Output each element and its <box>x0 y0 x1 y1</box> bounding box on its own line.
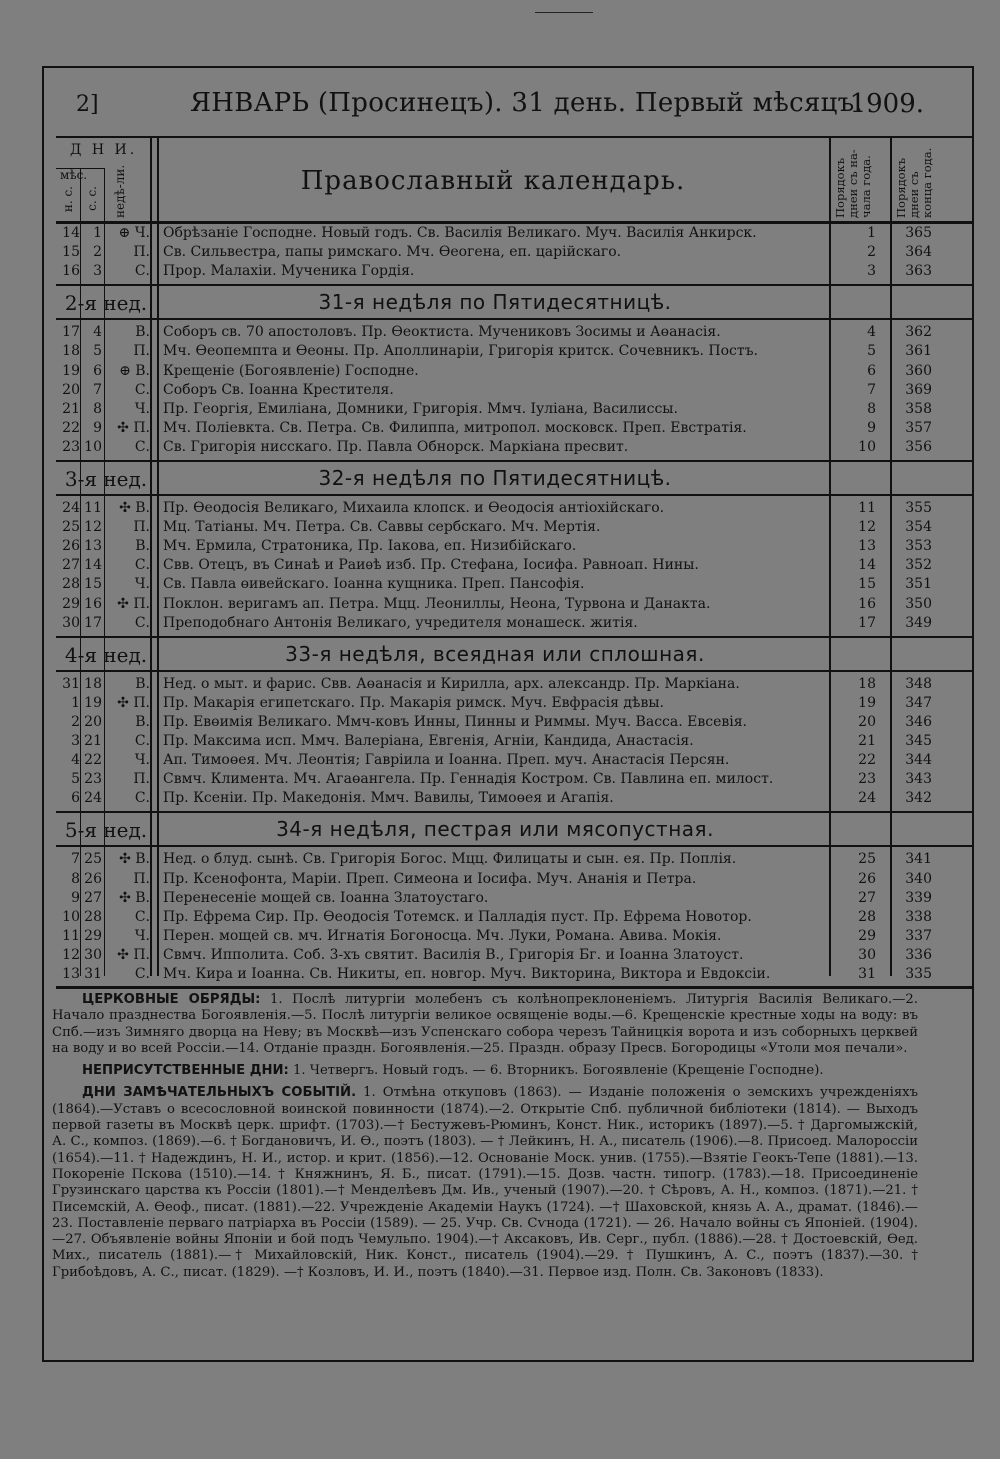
weekday-cell: П. <box>133 244 150 261</box>
date-new-style: 8 <box>71 870 80 887</box>
days-remaining: 342 <box>905 790 932 807</box>
date-old-style: 19 <box>84 694 102 711</box>
date-old-style: 28 <box>84 908 102 925</box>
weekday-cell: С. <box>134 263 150 280</box>
week-label: 3-я нед. <box>64 467 148 491</box>
date-old-style: 16 <box>84 595 102 612</box>
page-title: ЯНВАРЬ (Просинецъ). 31 день. Первый мѣсяцъ. <box>190 88 864 118</box>
days-remaining: 338 <box>905 908 932 925</box>
days-remaining: 351 <box>905 576 932 593</box>
day-of-year: 23 <box>858 771 876 788</box>
date-old-style: 9 <box>93 419 102 436</box>
day-of-year: 30 <box>858 946 876 963</box>
date-new-style: 19 <box>62 362 80 379</box>
week-label: 2-я нед. <box>64 291 148 316</box>
date-new-style: 11 <box>62 927 80 944</box>
date-old-style: 14 <box>84 557 102 574</box>
day-of-year: 4 <box>867 324 876 341</box>
days-remaining: 345 <box>905 733 932 749</box>
table-row <box>56 575 974 594</box>
table-row <box>56 713 974 732</box>
days-remaining: 352 <box>905 557 932 574</box>
weekday-cell: В. <box>135 538 150 555</box>
weekday-header: недѣ-ли. <box>113 164 127 218</box>
table-row <box>56 342 974 361</box>
date-old-style: 1 <box>93 225 102 241</box>
weekday-cell: П. <box>133 343 150 360</box>
weekday-cell: ✣ П. <box>117 946 150 963</box>
saints-text: Пр. Евөимія Великаго. Ммч-ковъ Инны, Пинны и Риммы. Муч. Васса. Евсевія. <box>163 713 747 730</box>
page-number: 2] <box>76 92 99 117</box>
weekday-cell: Ч. <box>134 927 150 944</box>
date-new-style: 18 <box>62 343 80 360</box>
table-row <box>56 262 974 281</box>
date-old-style: 3 <box>93 263 102 280</box>
date-new-style: 6 <box>71 790 80 807</box>
days-remaining: 363 <box>905 263 932 280</box>
days-remaining: 346 <box>905 713 932 730</box>
week-heading <box>56 812 974 846</box>
date-new-style: 30 <box>62 614 80 631</box>
events-text: 1. Отмѣна откуповъ (1863). — Изданіе положенія о земскихъ учрежденіяхъ (1864).—Уставъ о всесословной воинской повинности (1874).—2. Открытіе Спб. публичной библіотеки (1814). — Выходъ первой газеты въ Москвѣ церк. шрифт. (1703).—† Бестужевъ-Рюминъ, Конст. Ник., историкъ (1897).—5. † Даргомыжскій, А. С., композ. (1869).—6. † Богдановичъ, И. Ѳ., поэтъ (1803). — † Лейкинъ, Н. А., писатель (1906).—8. Присоед. Малороссіи (1654).—11. † Надеждинъ, Н. И., истор. и крит. (1856).—12. Основаніе Моск. унив. (1755).—Взятіе Геокъ-Тепе (1881).—13. Покореніе Пскова (1510).—14. † Княжнинъ, Я. Б., писат. (1791).—15. Дозв. частн. типогр. (1783).—18. Присоединеніе Грузинскаго царства къ Россіи (1801).—† Менделѣевъ Дм. Ив., ученый (1907).—20. † Сѣровъ, А. Н., композ. (1871).—21. † Писемскій, А. Ѳеоф., писат. (1881).—22. Учрежденіе Академіи Наукъ (1724). —† Шаховской, князь А. А., драмат. (1846).—23. Поставленіе перваго патріарха въ Россіи (1589). — 25. Учр. Св. Сѵнода (1721). — 26. Начало войны съ Японіей. (1904).—27. Объявленіе войны Японіи и бой подъ Чемульпо. 1904).—† Аксаковъ, Ив. Серг., публ. (1886).—28. † Достоевскій, Ѳед. Мих., писатель (1881).—† Михайловскій, Ник. Конст., писатель (1904).—29. † Пушкинъ, А. С., поэтъ (1837).—30. † Грибоѣдовъ, А. С., писат. (1829). —† Козловъ, И. И., поэтъ (1840).—31. Первое изд. Полн. Св. Законовъ (1833). <box>52 1085 918 1280</box>
church-rites-title: ЦЕРКОВНЫЕ ОБРЯДЫ: <box>82 992 261 1007</box>
weekday-cell: С. <box>134 966 150 982</box>
date-old-style: 18 <box>84 675 102 692</box>
days-remaining: 361 <box>905 343 932 360</box>
week-separator <box>56 670 974 672</box>
weekday-cell: С. <box>134 381 150 398</box>
saints-text: Соборъ Св. Іоанна Крестителя. <box>163 381 394 398</box>
day-of-year: 27 <box>858 889 876 906</box>
saints-text: Мч. Өеопемпта и Өеоны. Пр. Аполлинаріи, Григорія критск. Сочевникъ. Постъ. <box>163 343 758 360</box>
table-row <box>56 751 974 770</box>
date-old-style: 22 <box>84 752 102 769</box>
date-old-style: 25 <box>84 851 102 868</box>
day-of-year: 2 <box>867 244 876 261</box>
date-old-style: 20 <box>84 713 102 730</box>
old-style-header: н. с. <box>61 186 75 213</box>
saints-text: Прор. Малахіи. Мученика Гордія. <box>163 263 415 280</box>
weekday-cell: П. <box>133 870 150 887</box>
saints-text: Мч. Поліевкта. Св. Петра. Св. Филиппа, митропол. московск. Преп. Евстратія. <box>163 419 747 436</box>
date-new-style: 13 <box>62 966 80 982</box>
date-new-style: 17 <box>62 324 80 341</box>
saints-text: Свв. Отецъ, въ Синаѣ и Раиѳѣ изб. Пр. Стефана, Іосифа. Равноап. Нины. <box>163 557 699 574</box>
days-remaining: 335 <box>905 966 932 982</box>
saints-text: Св. Сильвестра, папы римскаго. Мч. Өеогена, еп. царійскаго. <box>163 244 622 261</box>
days-remaining: 350 <box>905 595 932 612</box>
date-new-style: 2 <box>71 713 80 730</box>
table-row <box>56 770 974 789</box>
saints-text: Нед. о мыт. и фарис. Свв. Аөанасія и Кирилла, арх. александр. Пр. Маркіана. <box>163 675 740 692</box>
date-old-style: 29 <box>84 927 102 944</box>
date-new-style: 25 <box>62 519 80 536</box>
days-remaining: 364 <box>905 244 932 261</box>
day-of-year: 26 <box>858 870 876 887</box>
weekday-cell: В. <box>135 675 150 692</box>
table-row <box>56 927 974 946</box>
table-row <box>56 518 974 537</box>
date-new-style: 27 <box>62 557 80 574</box>
day-of-year: 8 <box>867 400 876 417</box>
weekday-cell: ⊕ Ч. <box>118 225 150 241</box>
date-new-style: 26 <box>62 538 80 555</box>
events-paragraph <box>52 1085 918 1281</box>
saints-text: Мч. Кира и Іоанна. Св. Никиты, еп. новгор. Муч. Викторина, Виктора и Евдоксіи. <box>163 966 771 982</box>
table-row <box>56 438 974 457</box>
table-row <box>56 362 974 381</box>
table-top-rule <box>56 136 974 138</box>
date-new-style: 3 <box>71 733 80 749</box>
table-bottom-rule <box>56 986 974 989</box>
date-new-style: 9 <box>71 889 80 906</box>
weekday-cell: С. <box>134 438 150 455</box>
table-row <box>56 556 974 575</box>
date-new-style: 12 <box>62 946 80 963</box>
table-row <box>56 675 974 694</box>
weekday-cell: ⊕ В. <box>119 362 150 379</box>
days-remaining: 341 <box>905 851 932 868</box>
day-of-year: 14 <box>858 557 876 574</box>
weekday-cell: ✣ П. <box>117 419 150 436</box>
weekday-cell: ✣ В. <box>119 851 150 868</box>
date-old-style: 6 <box>93 362 102 379</box>
saints-text: Пр. Ксенофонта, Маріи. Преп. Симеона и Іосифа. Муч. Ананія и Петра. <box>163 870 697 887</box>
date-old-style: 13 <box>84 538 102 555</box>
date-old-style: 4 <box>93 324 102 341</box>
weekday-cell: Ч. <box>134 576 150 593</box>
order-to-end-header: Порядокъ днеи съ конца года. <box>894 147 934 218</box>
week-heading <box>56 637 974 671</box>
table-row <box>56 323 974 342</box>
saints-text: Перенесеніе мощей св. Іоанна Златоустаго. <box>163 889 489 906</box>
date-new-style: 28 <box>62 576 80 593</box>
weekday-cell: С. <box>134 557 150 574</box>
saints-text: Ап. Тимоөея. Мч. Леонтія; Гаврiила и Іоанна. Преп. муч. Анастасія Персян. <box>163 752 730 769</box>
date-new-style: 15 <box>62 244 80 261</box>
date-old-style: 17 <box>84 614 102 631</box>
saints-text: Пр. Ксеніи. Пр. Македонія. Ммч. Вавилы, Тимоөея и Агапія. <box>163 790 614 807</box>
days-remaining: 365 <box>905 225 932 241</box>
table-row <box>56 732 974 751</box>
week-heading <box>56 285 974 319</box>
saints-text: Мч. Ермила, Стратоника, Пр. Іакова, еп. Низибійскаго. <box>163 538 577 555</box>
weekday-cell: ✣ В. <box>119 889 150 906</box>
day-of-year: 29 <box>858 927 876 944</box>
week-separator <box>56 494 974 496</box>
date-old-style: 12 <box>84 519 102 536</box>
date-old-style: 15 <box>84 576 102 593</box>
days-remaining: 339 <box>905 889 932 906</box>
order-from-start-header: Порядокъ днеи съ на-чала года. <box>833 149 873 218</box>
date-old-style: 5 <box>93 343 102 360</box>
day-of-year: 20 <box>858 713 876 730</box>
year: 1909. <box>849 89 924 119</box>
notes-section <box>52 992 918 1287</box>
day-of-year: 13 <box>858 538 876 555</box>
days-remaining: 349 <box>905 614 932 631</box>
day-of-year: 15 <box>858 576 876 593</box>
days-remaining: 354 <box>905 519 932 536</box>
holidays-text: 1. Четвергъ. Новый годъ. — 6. Вторникъ. Богоявленіе (Крещеніе Господне). <box>293 1063 824 1079</box>
days-group-header: Д Н И. <box>70 142 138 158</box>
day-of-year: 18 <box>858 675 876 692</box>
days-remaining: 356 <box>905 438 932 455</box>
table-row <box>56 850 974 869</box>
holidays-paragraph <box>52 1063 918 1079</box>
table-row <box>56 499 974 518</box>
day-of-year: 3 <box>867 263 876 280</box>
page-header <box>42 86 974 126</box>
days-remaining: 357 <box>905 419 932 436</box>
date-new-style: 22 <box>62 419 80 436</box>
weekday-cell: ✣ П. <box>117 694 150 711</box>
saints-text: Обрѣзаніе Господне. Новый годъ. Св. Василія Великаго. Муч. Василія Анкирск. <box>163 225 757 241</box>
week-title: 32-я недѣля по Пятидесятницѣ. <box>318 466 672 490</box>
saints-text: Свмч. Климента. Мч. Агаөангела. Пр. Геннадія Костром. Св. Павлина еп. милост. <box>163 771 774 788</box>
weekday-cell: С. <box>134 614 150 631</box>
week-separator <box>56 845 974 847</box>
weekday-cell: С. <box>134 790 150 807</box>
table-row <box>56 965 974 984</box>
days-remaining: 353 <box>905 538 932 555</box>
weekday-cell: В. <box>135 324 150 341</box>
date-old-style: 31 <box>84 966 102 982</box>
date-new-style: 1 <box>71 694 80 711</box>
date-new-style: 7 <box>71 851 80 868</box>
date-new-style: 23 <box>62 438 80 455</box>
saints-text: Пр. Макарія египетскаго. Пр. Макарія римск. Муч. Евфрасія дѣвы. <box>163 694 664 711</box>
day-of-year: 6 <box>867 362 876 379</box>
saints-text: Пр. Өеодосія Великаго, Михаила клопск. и Өеодосія антіохійскаго. <box>163 500 665 516</box>
date-new-style: 10 <box>62 908 80 925</box>
weekday-cell: Ч. <box>134 400 150 417</box>
weekday-cell: ✣ В. <box>119 500 150 516</box>
saints-text: Пр. Георгія, Емиліана, Домники, Григорія. Ммч. Іуліана, Василиссы. <box>163 400 678 417</box>
table-row <box>56 243 974 262</box>
days-remaining: 362 <box>905 324 932 341</box>
date-old-style: 8 <box>93 400 102 417</box>
saints-text: Мц. Татіаны. Мч. Петра. Св. Саввы сербскаго. Мч. Мертія. <box>163 519 601 536</box>
day-of-year: 9 <box>867 419 876 436</box>
days-remaining: 340 <box>905 870 932 887</box>
table-row <box>56 419 974 438</box>
saints-text: Преподобнаго Антонія Великаго, учредителя монашеск. житія. <box>163 614 638 631</box>
table-row <box>56 537 974 556</box>
day-of-year: 5 <box>867 343 876 360</box>
weekday-cell: В. <box>135 713 150 730</box>
top-edge-line <box>535 12 593 13</box>
table-row <box>56 595 974 614</box>
week-label: 4-я нед. <box>64 642 148 667</box>
holidays-title: НЕПРИСУТСТВЕННЫЕ ДНИ: <box>82 1063 289 1079</box>
calendar-title: Православный календарь. <box>300 166 686 196</box>
saints-text: Свмч. Ипполита. Соб. 3-хъ святит. Василія В., Григорія Бг. и Іоанна Златоуст. <box>163 946 744 963</box>
saints-text: Соборъ св. 70 апостоловъ. Пр. Өеоктиста. Мучениковъ Зосимы и Аөанасія. <box>163 324 721 341</box>
saints-text: Пр. Ефрема Сир. Пр. Өеодосія Тотемск. и Палладія пуст. Пр. Ефрема Новотор. <box>163 908 752 925</box>
day-of-year: 19 <box>858 694 876 711</box>
date-old-style: 23 <box>84 771 102 788</box>
weekday-cell: П. <box>133 771 150 788</box>
saints-text: Перен. мощей св. мч. Игнатія Богоносца. Мч. Луки, Романа. Авива. Мокія. <box>163 927 722 944</box>
weekday-cell: Ч. <box>134 752 150 769</box>
weekday-cell: ✣ П. <box>117 595 150 612</box>
date-old-style: 21 <box>84 733 102 749</box>
day-of-year: 12 <box>858 519 876 536</box>
table-row <box>56 870 974 889</box>
day-of-year: 25 <box>858 851 876 868</box>
saints-text: Св. Павла өивейскаго. Іоанна кущника. Преп. Пансофія. <box>163 576 585 593</box>
table-row <box>56 400 974 419</box>
week-heading <box>56 461 974 495</box>
days-remaining: 355 <box>905 500 932 516</box>
saints-text: Пр. Максима исп. Ммч. Валеріана, Евгенія, Агніи, Кандида, Анастасія. <box>163 733 694 749</box>
date-new-style: 29 <box>62 595 80 612</box>
day-of-year: 28 <box>858 908 876 925</box>
events-title: ДНИ ЗАМѢЧАТЕЛЬНЫХЪ СОБЫТІЙ. <box>82 1085 357 1101</box>
date-new-style: 21 <box>62 400 80 417</box>
week-title: 33-я недѣля, всеядная или сплошная. <box>285 641 705 666</box>
date-new-style: 16 <box>62 263 80 280</box>
table-row <box>56 908 974 927</box>
table-row <box>56 889 974 908</box>
week-label: 5-я нед. <box>64 818 148 843</box>
day-of-year: 7 <box>867 381 876 398</box>
date-old-style: 2 <box>93 244 102 261</box>
table-row <box>56 224 974 243</box>
date-new-style: 5 <box>71 771 80 788</box>
saints-text: Нед. о блуд. сынѣ. Св. Григорія Богос. Мцц. Филицаты и сын. ея. Пр. Поплія. <box>163 851 737 868</box>
table-row <box>56 946 974 965</box>
date-old-style: 30 <box>84 946 102 963</box>
date-old-style: 11 <box>84 500 102 516</box>
days-remaining: 360 <box>905 362 932 379</box>
date-new-style: 24 <box>62 500 80 516</box>
church-rites-paragraph <box>52 992 918 1057</box>
day-of-year: 1 <box>867 225 876 241</box>
date-old-style: 10 <box>84 438 102 455</box>
table-row <box>56 694 974 713</box>
date-old-style: 7 <box>93 381 102 398</box>
saints-text: Св. Григорія нисскаго. Пр. Павла Обнорск. Маркіана пресвит. <box>163 438 629 455</box>
day-of-year: 31 <box>858 966 876 982</box>
date-old-style: 27 <box>84 889 102 906</box>
day-of-year: 11 <box>858 500 876 516</box>
date-old-style: 24 <box>84 790 102 807</box>
days-remaining: 358 <box>905 400 932 417</box>
week-title: 34-я недѣля, пестрая или мясопустная. <box>276 817 714 842</box>
month-group-header: мѣс. <box>60 168 88 182</box>
days-remaining: 337 <box>905 927 932 944</box>
day-of-year: 16 <box>858 595 876 612</box>
table-row <box>56 614 974 633</box>
days-remaining: 348 <box>905 675 932 692</box>
days-remaining: 343 <box>905 771 932 788</box>
weekday-cell: П. <box>133 519 150 536</box>
date-new-style: 14 <box>62 225 80 241</box>
date-new-style: 4 <box>71 752 80 769</box>
days-remaining: 336 <box>905 946 932 963</box>
table-row <box>56 789 974 808</box>
week-separator <box>56 318 974 320</box>
day-of-year: 21 <box>858 733 876 749</box>
saints-text: Крещеніе (Богоявленіе) Господне. <box>163 362 419 379</box>
day-of-year: 17 <box>858 614 876 631</box>
week-title: 31-я недѣля по Пятидесятницѣ. <box>318 290 672 315</box>
date-new-style: 20 <box>62 381 80 398</box>
date-old-style: 26 <box>84 870 102 887</box>
day-of-year: 22 <box>858 752 876 769</box>
weekday-cell: С. <box>134 908 150 925</box>
days-remaining: 369 <box>905 381 932 398</box>
table-row <box>56 381 974 400</box>
church-rites-text: 1. Послѣ литургіи молебенъ съ колѣнопреклоненіемъ. Литургія Василія Великаго.—2. Начало празднества Богоявленія.—5. Послѣ литургіи великое освященіе воды.—6. Крещенскіе крестные ходы на воду: въ Спб.—изъ Зимняго дворца на Неву; въ Москвѣ—изъ Успенскаго собора черезъ Тайницкія ворота и изъ соборныхъ церквей на воду и во всей Россіи.—14. Отданіе праздн. Богоявленія.—25. Праздн. образу Пресв. Богородицы «Утоли моя печали». <box>52 992 918 1056</box>
saints-text: Поклон. веригамъ ап. Петра. Мцц. Леониллы, Неона, Турвона и Данакта. <box>163 595 711 612</box>
weekday-cell: С. <box>134 733 150 749</box>
days-remaining: 344 <box>905 752 932 769</box>
day-of-year: 24 <box>858 790 876 807</box>
days-remaining: 347 <box>905 694 932 711</box>
date-new-style: 31 <box>62 675 80 692</box>
day-of-year: 10 <box>858 438 876 455</box>
new-style-header: с. с. <box>85 186 99 211</box>
